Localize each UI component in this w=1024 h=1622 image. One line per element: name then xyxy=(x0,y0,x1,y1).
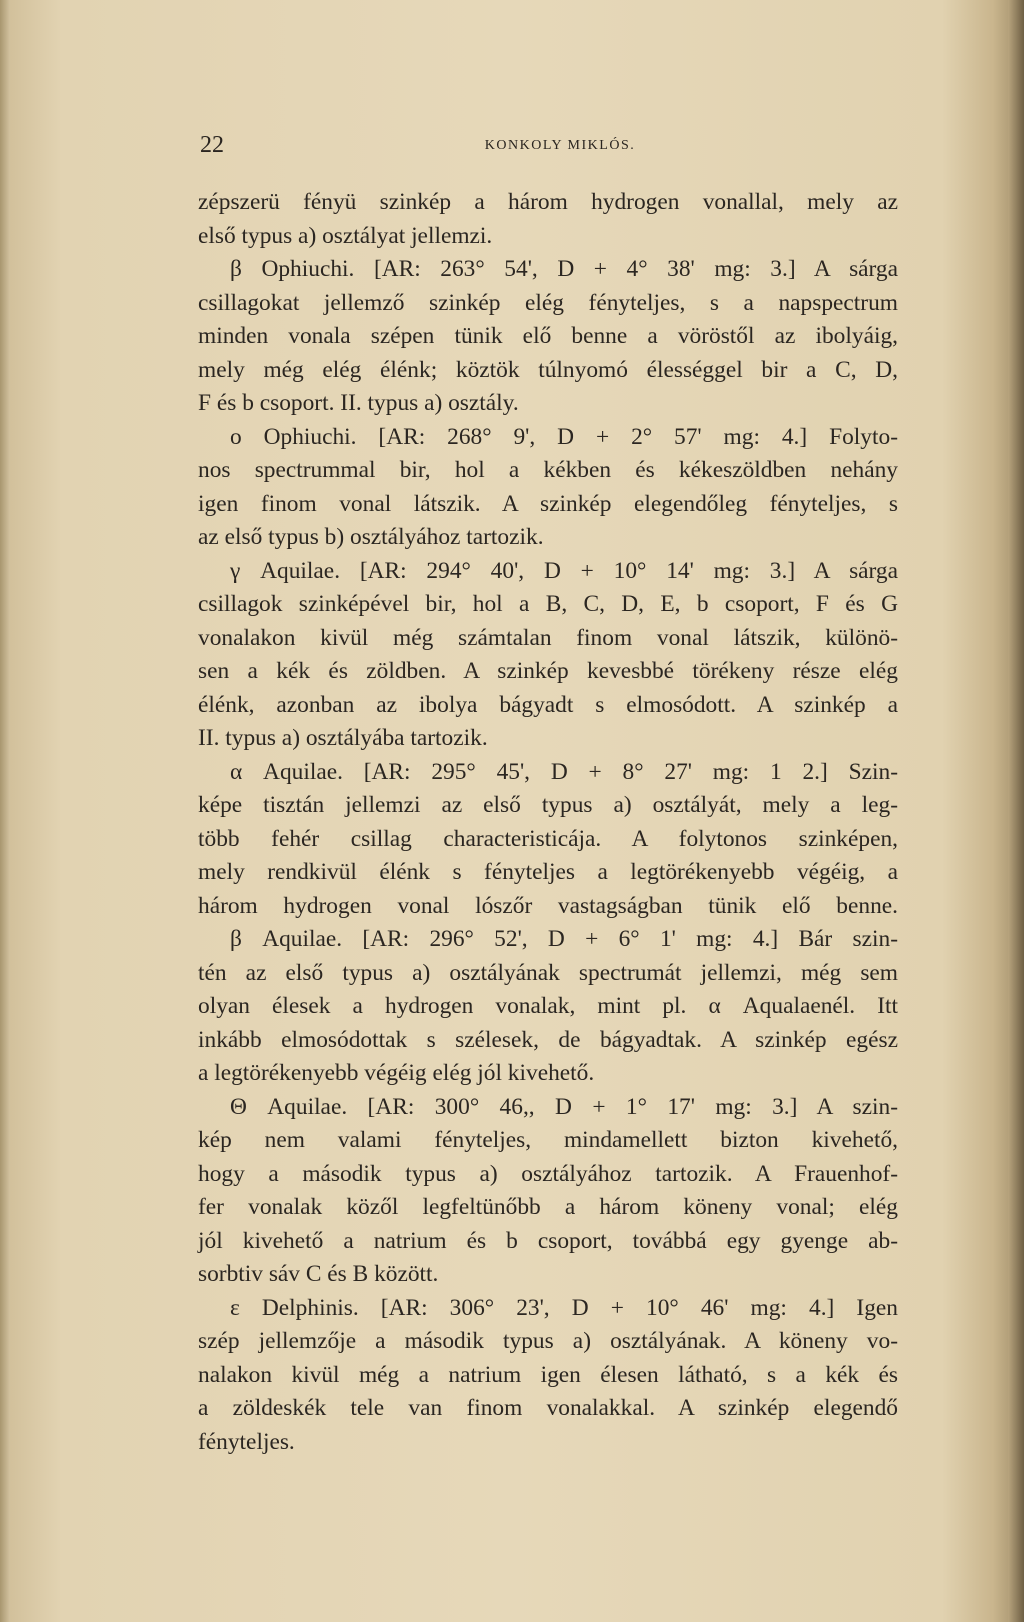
text-line: képe tisztán jellemzi az első typus a) osztályát, mely a leg- xyxy=(198,792,898,818)
text-line: első typus a) osztályat jellemzi. xyxy=(198,222,493,249)
text-line: a zöldeskék tele van finom vonalakkal. A szinkép elegendő xyxy=(198,1395,898,1421)
page-right-edge xyxy=(1008,0,1024,1622)
text-line: fényteljes. xyxy=(198,1428,295,1455)
text-line: vonalakon kivül még számtalan finom vonal látszik, különö- xyxy=(198,624,898,651)
text-line: β Ophiuchi. [AR: 263° 54', D + 4° 38' mg: 3.] A sárga xyxy=(230,256,898,282)
page-number: 22 xyxy=(200,132,224,158)
text-line: nos spectrummal bir, hol a kékben és kékeszöldben nehány xyxy=(198,457,898,483)
text-line: minden vonala szépen tünik elő benne a vöröstől az ibolyáig, xyxy=(198,323,898,349)
text-line: szép jellemzője a második typus a) osztályának. A köneny vo- xyxy=(198,1328,898,1354)
text-line: II. typus a) osztályába tartozik. xyxy=(198,725,488,751)
text-line: csillagokat jellemző szinkép elég fényteljes, s a napspectrum xyxy=(198,289,898,316)
text-line: F és b csoport. II. typus a) osztály. xyxy=(198,390,519,416)
text-line: γ Aquilae. [AR: 294° 40', D + 10° 14' mg: 3.] A sárga xyxy=(230,557,898,584)
text-line: α Aquilae. [AR: 295° 45', D + 8° 27' mg: 1 2.] Szin- xyxy=(230,758,898,785)
text-line: sen a kék és zöldben. A szinkép kevesbbé törékeny része elég xyxy=(198,658,898,684)
text-line: igen finom vonal látszik. A szinkép elegendőleg fényteljes, s xyxy=(198,490,898,517)
text-line: hogy a második typus a) osztályához tartozik. A Frauenhof- xyxy=(198,1160,898,1187)
text-line: fer vonalak közől legfeltünőbb a három köneny vonal; elég xyxy=(198,1194,898,1220)
text-line: kép nem valami fényteljes, mindamellett bizton kivehető, xyxy=(198,1127,898,1153)
text-line: jól kivehető a natrium és b csoport, továbbá egy gyenge ab- xyxy=(198,1227,898,1254)
text-line: Θ Aquilae. [AR: 300° 46,, D + 1° 17' mg: 3.] A szin- xyxy=(230,1093,898,1120)
text-line: mely rendkivül élénk s fényteljes a legtörékenyebb végéig, a xyxy=(198,859,898,885)
running-head: KONKOLY MIKLÓS. xyxy=(484,138,636,153)
body-text xyxy=(198,186,898,1459)
text-line: élénk, azonban az ibolya bágyadt s elmosódott. A szinkép a xyxy=(198,691,898,718)
text-line: inkább elmosódottak s szélesek, de bágyadtak. A szinkép egész xyxy=(198,1026,898,1053)
text-line: mely még elég élénk; köztök túlnyomó élességgel bir a C, D, xyxy=(198,356,898,383)
text-line: több fehér csillag characteristicája. A folytonos szinképen, xyxy=(198,825,898,852)
text-line: o Ophiuchi. [AR: 268° 9', D + 2° 57' mg: 4.] Folyto- xyxy=(230,423,898,450)
text-line: tén az első typus a) osztályának spectrumát jellemzi, még sem xyxy=(198,959,898,986)
text-line: csillagok szinképével bir, hol a B, C, D, E, b csoport, F és G xyxy=(198,591,898,617)
text-line: zépszerü fényü szinkép a három hydrogen vonallal, mely az xyxy=(198,189,898,215)
text-line: nalakon kivül még a natrium igen élesen látható, s a kék és xyxy=(198,1361,898,1388)
text-line: az első typus b) osztályához tartozik. xyxy=(198,524,544,550)
text-line: β Aquilae. [AR: 296° 52', D + 6° 1' mg: 4.] Bár szin- xyxy=(230,926,898,952)
text-line: sorbtiv sáv C és B között. xyxy=(198,1261,439,1287)
text-line: ε Delphinis. [AR: 306° 23', D + 10° 46' mg: 4.] Igen xyxy=(230,1294,898,1321)
text-line: három hydrogen vonal lószőr vastagságban tünik elő benne. xyxy=(198,892,898,919)
page-header xyxy=(200,132,890,164)
text-line: olyan élesek a hydrogen vonalak, mint pl. α Aqualaenél. Itt xyxy=(198,993,898,1019)
page-left-edge xyxy=(0,0,10,1622)
text-line: a legtörékenyebb végéig elég jól kivehető. xyxy=(198,1060,595,1086)
